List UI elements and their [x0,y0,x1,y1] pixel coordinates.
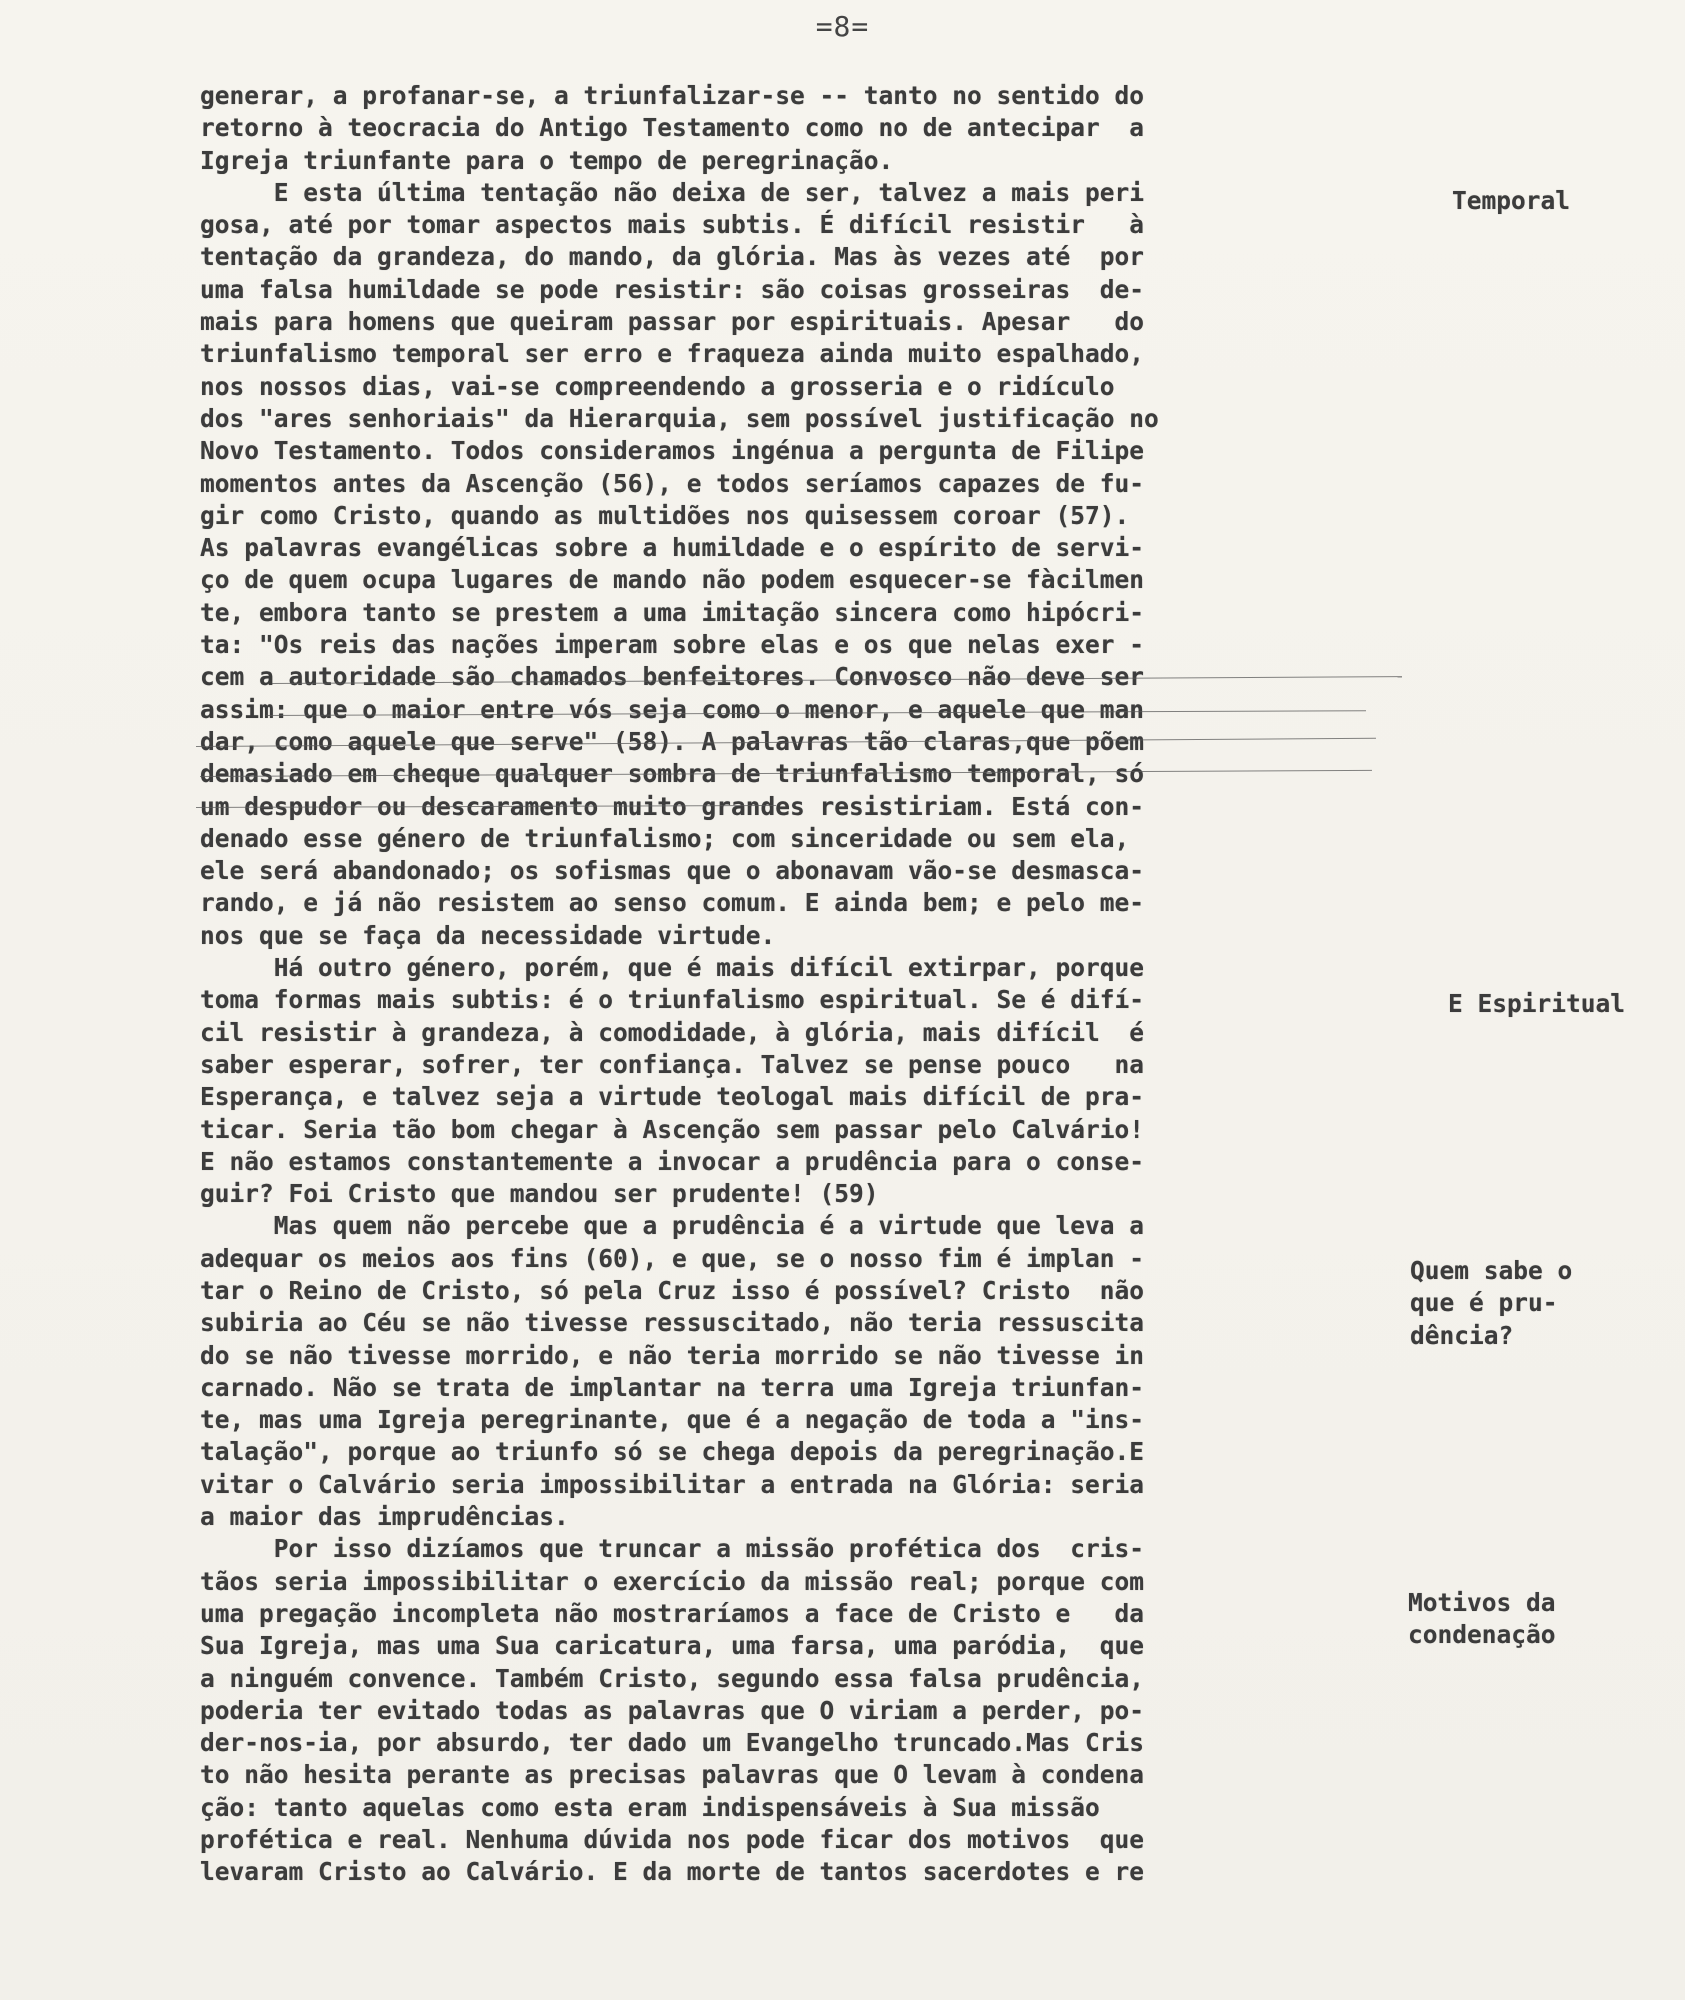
text-line: uma pregação incompleta não mostraríamos a face de Cristo e da [200,1598,1145,1628]
margin-note-motivos: Motivos da condenação [1408,1588,1556,1650]
text-line: profética e real. Nenhuma dúvida nos pode ficar dos motivos que [200,1825,1145,1855]
text-line: do se não tivesse morrido, e não teria morrido se não tivesse in [200,1340,1145,1370]
text-line: cil resistir à grandeza, à comodidade, à glória, mais difícil é [200,1017,1145,1047]
text-line: tar o Reino de Cristo, só pela Cruz isso é possível? Cristo não [200,1275,1145,1305]
text-line: adequar os meios aos fins (60), e que, se o nosso fim é implan - [200,1243,1145,1273]
text-line: denado esse género de triunfalismo; com sinceridade ou sem ela, [200,823,1130,853]
text-line: Sua Igreja, mas uma Sua caricatura, uma farsa, uma paródia, que [200,1631,1145,1661]
text-line: um despudor ou descaramento muito grandes resistiriam. Está con- [200,791,1145,821]
text-line: guir? Foi Cristo que mandou ser prudente! (59) [200,1179,879,1209]
text-line: gosa, até por tomar aspectos mais subtis. É difícil resistir à [200,210,1145,240]
text-line: dar, como aquele que serve" (58). A palavras tão claras,que põem [200,726,1145,756]
text-line: momentos antes da Ascenção (56), e todos seríamos capazes de fu- [200,468,1145,498]
text-line: te, embora tanto se prestem a uma imitação sincera como hipócri- [200,597,1145,627]
text-line: E esta última tentação não deixa de ser, talvez a mais peri [200,177,1145,207]
text-line: toma formas mais subtis: é o triunfalismo espiritual. Se é difí- [200,985,1145,1015]
text-line: triunfalismo temporal ser erro e fraqueza ainda muito espalhado, [200,339,1145,369]
text-line: E não estamos constantemente a invocar a prudência para o conse- [200,1146,1145,1176]
text-line: a maior das imprudências. [200,1502,569,1532]
text-line: Por isso dizíamos que truncar a missão profética dos cris- [200,1534,1145,1564]
text-line: subiria ao Céu se não tivesse ressuscitado, não teria ressuscita [200,1308,1145,1338]
text-line: cem a autoridade são chamados benfeitores. Convosco não deve ser [200,662,1145,692]
text-line: a ninguém convence. Também Cristo, segundo essa falsa prudência, [200,1663,1145,1693]
margin-note-temporal: Temporal [1452,186,1571,215]
text-line: der-nos-ia, por absurdo, ter dado um Evangelho truncado.Mas Cris [200,1728,1145,1758]
text-line: nos nossos dias, vai-se compreendendo a grosseria e o ridículo [200,371,1115,401]
text-line: ticar. Seria tão bom chegar à Ascenção sem passar pelo Calvário! [200,1114,1145,1144]
text-line: tãos seria impossibilitar o exercício da missão real; porque com [200,1566,1145,1596]
text-line: poderia ter evitado todas as palavras que O viriam a perder, po- [200,1695,1145,1725]
margin-note-prudencia: Quem sabe o que é pru- dência? [1410,1256,1573,1350]
text-line: tentação da grandeza, do mando, da glória. Mas às vezes até por [200,242,1145,272]
text-line: ta: "Os reis das nações imperam sobre elas e os que nelas exer - [200,630,1145,660]
text-line: retorno à teocracia do Antigo Testamento como no de antecipar a [200,113,1145,143]
text-line: Esperança, e talvez seja a virtude teologal mais difícil de pra- [200,1082,1145,1112]
text-line: saber esperar, sofrer, ter confiança. Talvez se pense pouco na [200,1049,1145,1079]
text-line: levaram Cristo ao Calvário. E da morte de tantos sacerdotes e re [200,1857,1145,1887]
text-line: ço de quem ocupa lugares de mando não podem esquecer-se fàcilmen [200,565,1145,595]
text-line: talação", porque ao triunfo só se chega depois da peregrinação.E [200,1437,1145,1467]
text-line: mais para homens que queiram passar por espirituais. Apesar do [200,307,1145,337]
text-line: nos que se faça da necessidade virtude. [200,920,776,950]
body-text [200,80,1380,1889]
text-line: vitar o Calvário seria impossibilitar a entrada na Glória: seria [200,1469,1145,1499]
text-line: Igreja triunfante para o tempo de peregrinação. [200,145,894,175]
text-line: rando, e já não resistem ao senso comum. E ainda bem; e pelo me- [200,888,1145,918]
page-number: =8= [815,10,870,43]
text-line: generar, a profanar-se, a triunfalizar-se -- tanto no sentido do [200,81,1145,110]
text-line: ção: tanto aquelas como esta eram indispensáveis à Sua missão [200,1792,1100,1822]
text-line: assim: que o maior entre vós seja como o menor, e aquele que man [200,694,1145,724]
text-line: te, mas uma Igreja peregrinante, que é a negação de toda a "ins- [200,1405,1145,1435]
text-line: Mas quem não percebe que a prudência é a virtude que leva a [200,1211,1145,1241]
text-line: to não hesita perante as precisas palavras que O levam à condena [200,1760,1145,1790]
text-line: ele será abandonado; os sofismas que o abonavam vão-se desmasca- [200,856,1145,886]
text-line: Há outro género, porém, que é mais difícil extirpar, porque [200,953,1145,983]
text-line: dos "ares senhoriais" da Hierarquia, sem possível justificação no [200,403,1159,433]
text-line: carnado. Não se trata de implantar na terra uma Igreja triunfan- [200,1372,1145,1402]
text-line: uma falsa humildade se pode resistir: são coisas grosseiras de- [200,274,1145,304]
margin-note-espiritual: E Espiritual [1448,989,1626,1018]
text-line: demasiado em cheque qualquer sombra de triunfalismo temporal, só [200,759,1145,789]
text-line: Novo Testamento. Todos consideramos ingénua a pergunta de Filipe [200,436,1145,466]
text-line: As palavras evangélicas sobre a humildade e o espírito de servi- [200,533,1145,563]
text-line: gir como Cristo, quando as multidões nos quisessem coroar (57). [200,500,1130,530]
